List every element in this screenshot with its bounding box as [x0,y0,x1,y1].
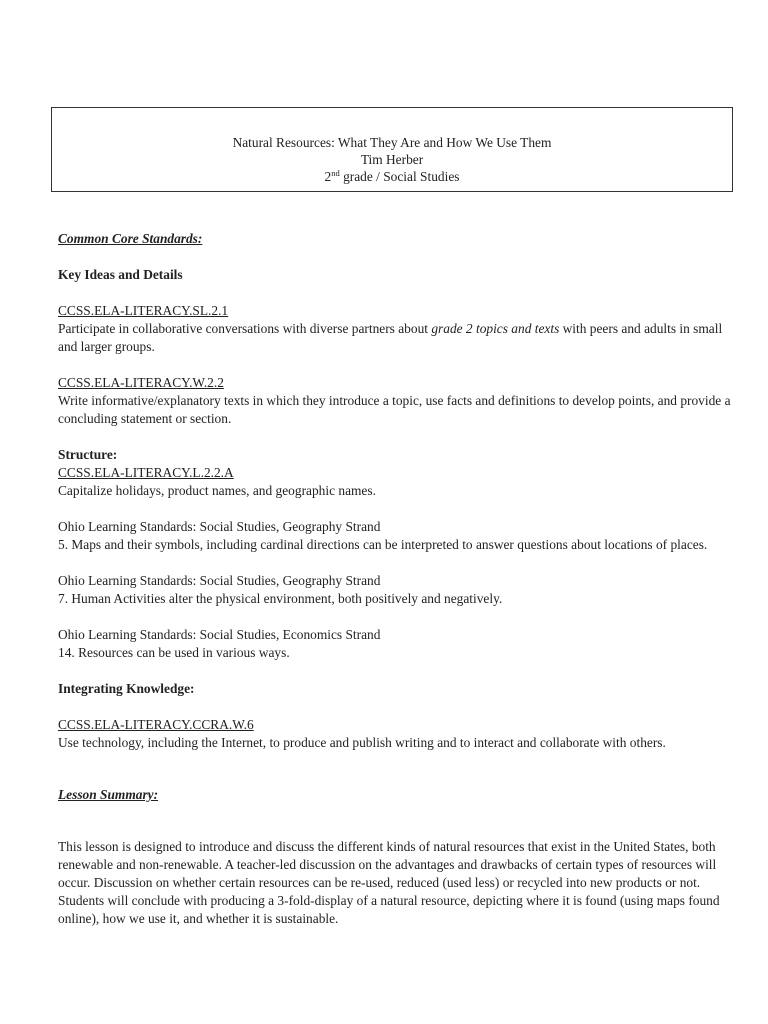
ohio-strand-2: Ohio Learning Standards: Social Studies, Geography Strand [58,573,381,588]
ohio-standard-3: 14. Resources can be used in various ways. [58,645,290,660]
standard-ccra-w6-text: Use technology, including the Internet, to produce and publish writing and to interact and collaborate with others. [58,735,666,750]
standard-w22-text: Write informative/explanatory texts in which they introduce a topic, use facts and definitions to develop points, and provide a concluding statement or section. [58,393,731,426]
grade-number: 2 [324,169,332,184]
standard-sl21-text [58,320,738,356]
lesson-summary-heading: Lesson Summary: [58,787,159,802]
standard-w22-link[interactable]: CCSS.ELA-LITERACY.W.2.2 [58,375,224,390]
grade-suffix: nd [331,168,340,178]
standard-sl21-link[interactable]: CCSS.ELA-LITERACY.SL.2.1 [58,303,229,318]
sl21-text-italic: grade 2 topics and texts [431,321,560,336]
standard-sl21 [58,302,738,320]
standard-l22a-text: Capitalize holidays, product names, and geographic names. [58,483,376,498]
ohio-strand-3: Ohio Learning Standards: Social Studies, Economics Strand [58,627,381,642]
author-name: Tim Herber [360,152,424,167]
ohio-standard-2: 7. Human Activities alter the physical environment, both positively and negatively. [58,591,503,606]
grade-rest: grade / Social Studies [339,169,460,184]
integrating-heading: Integrating Knowledge: [58,681,195,696]
standard-ccra-w6 [58,716,738,734]
standard-l22a-link[interactable]: CCSS.ELA-LITERACY.L.2.2.A [58,465,234,480]
lesson-title: Natural Resources: What They Are and How We Use Them [232,135,552,150]
document-body [58,230,738,928]
ohio-strand-1: Ohio Learning Standards: Social Studies, Geography Strand [58,519,381,534]
ohio-standard-1: 5. Maps and their symbols, including cardinal directions can be interpreted to answer questions about locations of places. [58,537,708,552]
sl21-text-after: with peers and adults in small and larger groups. [58,321,723,354]
title-box [51,107,733,192]
standard-w22 [58,374,738,392]
standard-l22a [58,464,738,482]
standard-ccra-w6-link[interactable]: CCSS.ELA-LITERACY.CCRA.W.6 [58,717,254,732]
common-core-heading: Common Core Standards: [58,231,203,246]
lesson-summary-text: This lesson is designed to introduce and discuss the different kinds of natural resources that exist in the United States, both renewable and non-renewable. A teacher-led discussion on the advantages and drawbacks of certain types of resources will occur. Discussion on whether certain resources can be re-used, reduced (used less) or recycled into new products or not. Students will conclude with producing a 3-fold-display of a natural resource, depicting where it is found (using maps found online), how we use it, and whether it is sustainable. [58,839,723,926]
sl21-text-before: Participate in collaborative conversations with diverse partners about [58,321,432,336]
grade-subject [52,168,732,185]
structure-heading: Structure: [58,447,118,462]
key-ideas-heading: Key Ideas and Details [58,267,183,282]
